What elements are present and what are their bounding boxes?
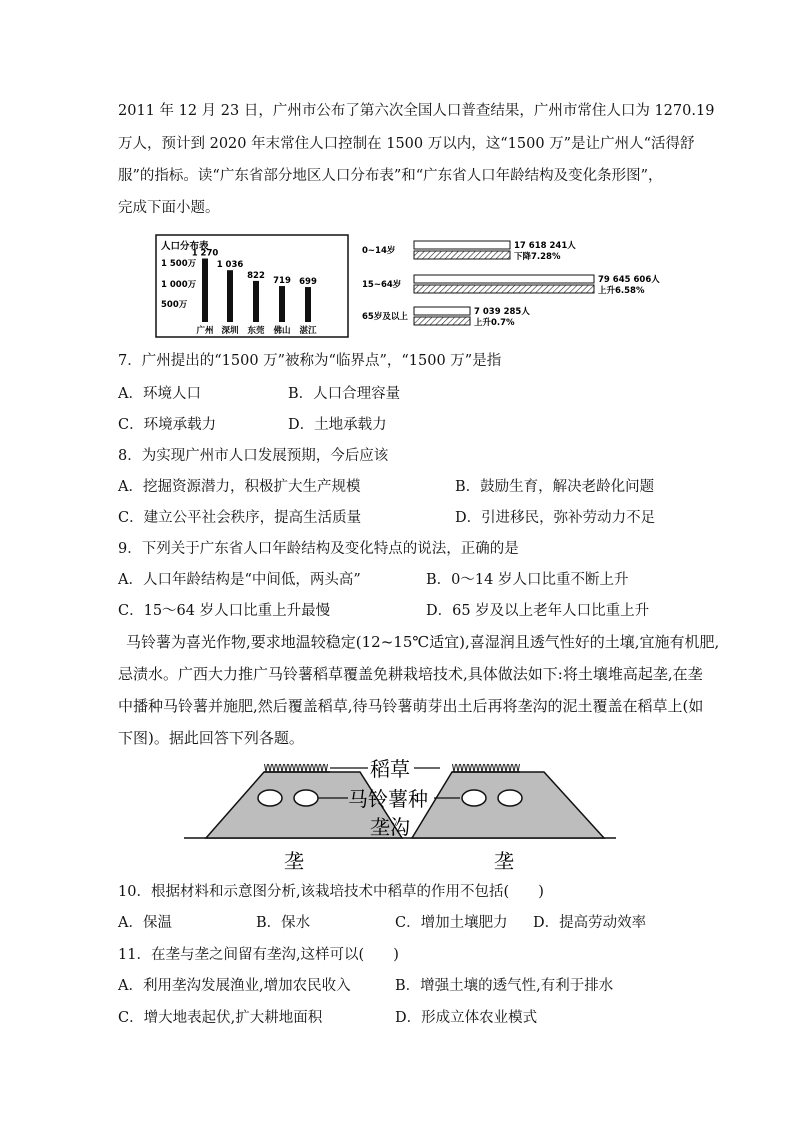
q11-stem: 11．在垄与垄之间留有垄沟,这样可以( ) [118, 947, 399, 963]
pop-value-label: 719 [273, 276, 291, 287]
label-ridge-left: 垄 [284, 849, 304, 873]
straw-right [452, 764, 520, 772]
pop-value-label: 1 036 [216, 260, 244, 271]
potato-line-4: 下图)。据此回答下列各题。 [118, 729, 304, 747]
potato-seed-2 [294, 790, 318, 806]
pop-ytick-1000: 1 000万 [161, 280, 197, 290]
label-seed: 马铃薯种 [348, 787, 428, 811]
q11-option-c[interactable]: C．增大地表起伏,扩大耕地面积 [118, 1010, 323, 1026]
potato-seed-1 [258, 790, 282, 806]
intro-line-3: 服”的指标。读“广东省部分地区人口分布表”和“广东省人口年龄结构及变化条形图”， [118, 168, 663, 184]
pop-ytick-500: 500万 [161, 300, 188, 310]
q8-option-d[interactable]: D．引进移民，弥补劳动力不足 [455, 510, 656, 526]
q11-option-b[interactable]: B．增强土壤的透气性,有利于排水 [395, 978, 614, 994]
population-distribution-chart [155, 234, 349, 338]
age-structure-chart [362, 234, 660, 338]
q10-option-a[interactable]: A．保温 [118, 915, 172, 931]
pop-ytick-1500: 1 500万 [161, 259, 197, 269]
q7-option-a[interactable]: A．环境人口 [118, 386, 201, 402]
q9-option-b[interactable]: B．0～14 岁人口比重不断上升 [426, 572, 629, 588]
q8-option-a[interactable]: A．挖掘资源潜力，积极扩大生产规模 [118, 479, 361, 495]
q10-option-b[interactable]: B．保水 [256, 915, 311, 931]
pop-bar [202, 259, 208, 323]
age-bar-2010 [414, 251, 510, 259]
age-group-label: 65岁及以上 [362, 312, 408, 322]
age-change-label: 上升6.58% [598, 286, 645, 296]
q10-option-d[interactable]: D．提高劳动效率 [533, 915, 647, 931]
q9-stem: 9．下列关于广东省人口年龄结构及变化特点的说法，正确的是 [118, 541, 519, 557]
q8-stem: 8．为实现广州市人口发展预期，今后应该 [118, 448, 389, 464]
pop-chart-title: 人口分布表 [161, 241, 209, 252]
age-bar-2010 [414, 317, 470, 325]
age-bar-2000 [414, 307, 470, 315]
q8-option-c[interactable]: C．建立公平社会秩序，提高生活质量 [118, 510, 362, 526]
age-count-label: 79 645 606人 [598, 275, 660, 285]
pop-city-label: 广州 [196, 326, 214, 336]
potato-seed-3 [462, 790, 486, 806]
pop-bar [305, 287, 311, 322]
age-group-label: 15~64岁 [362, 280, 402, 290]
q11-option-a[interactable]: A．利用垄沟发展渔业,增加农民收入 [118, 978, 351, 994]
age-bar-2000 [414, 241, 510, 249]
q8-option-b[interactable]: B．鼓励生育，解决老龄化问题 [455, 479, 655, 495]
age-bar-2000 [414, 275, 594, 283]
q7-option-c[interactable]: C．环境承载力 [118, 417, 217, 433]
potato-seed-4 [498, 790, 522, 806]
age-change-label: 下降7.28% [514, 252, 561, 262]
q9-option-c[interactable]: C．15～64 岁人口比重上升最慢 [118, 603, 331, 619]
label-straw: 稻草 [370, 757, 410, 781]
label-furrow: 垄沟 [370, 815, 410, 839]
q10-stem: 10．根据材料和示意图分析,该栽培技术中稻草的作用不包括( ) [118, 884, 544, 900]
intro-line-2: 万人，预计到 2020 年末常住人口控制在 1500 万以内，这“1500 万”是让广州人“活得舒 [118, 136, 695, 152]
pop-city-label: 东莞 [247, 326, 265, 336]
pop-value-label: 699 [299, 277, 317, 288]
pop-bar [253, 281, 259, 322]
q7-option-d[interactable]: D．土地承载力 [288, 417, 387, 433]
intro-line-4: 完成下面小题。 [118, 200, 220, 216]
potato-line-1: 马铃薯为喜光作物,要求地温较稳定(12~15℃适宜),喜湿润且透气性好的土壤,宜施有机肥, [126, 633, 720, 651]
intro-line-1: 2011 年 12 月 23 日，广州市公布了第六次全国人口普查结果，广州市常住人口为 1270.19 [118, 103, 715, 119]
age-bar-2010 [414, 285, 594, 293]
q7-stem: 7．广州提出的“1500 万”被称为“临界点”，“1500 万”是指 [118, 353, 502, 369]
potato-ridge-diagram [184, 752, 616, 878]
age-change-label: 上升0.7% [474, 318, 515, 328]
pop-value-label: 822 [247, 270, 265, 281]
age-count-label: 7 039 285人 [474, 307, 530, 317]
potato-line-2: 忌渍水。广西大力推广马铃薯稻草覆盖免耕栽培技术,具体做法如下:将土壤堆高起垄,在垄 [118, 665, 703, 683]
q9-option-a[interactable]: A．人口年龄结构是“中间低，两头高” [118, 572, 361, 588]
straw-left [264, 764, 330, 772]
q9-option-d[interactable]: D．65 岁及以上老年人口比重上升 [426, 603, 650, 619]
q10-option-c[interactable]: C．增加土壤肥力 [395, 915, 508, 931]
age-group-label: 0~14岁 [362, 246, 396, 256]
pop-value-label: 1 270 [191, 248, 219, 259]
pop-city-label: 佛山 [273, 326, 291, 336]
pop-bar [227, 270, 233, 322]
label-ridge-right: 垄 [494, 849, 514, 873]
q7-option-b[interactable]: B．人口合理容量 [288, 386, 401, 402]
q11-option-d[interactable]: D．形成立体农业模式 [395, 1010, 538, 1026]
pop-city-label: 湛江 [299, 326, 317, 336]
pop-bar [279, 286, 285, 322]
potato-line-3: 中播种马铃薯并施肥,然后覆盖稻草,待马铃薯萌芽出土后再将垄沟的泥土覆盖在稻草上(如 [118, 697, 704, 715]
age-count-label: 17 618 241人 [514, 241, 576, 251]
pop-city-label: 深圳 [221, 326, 239, 336]
